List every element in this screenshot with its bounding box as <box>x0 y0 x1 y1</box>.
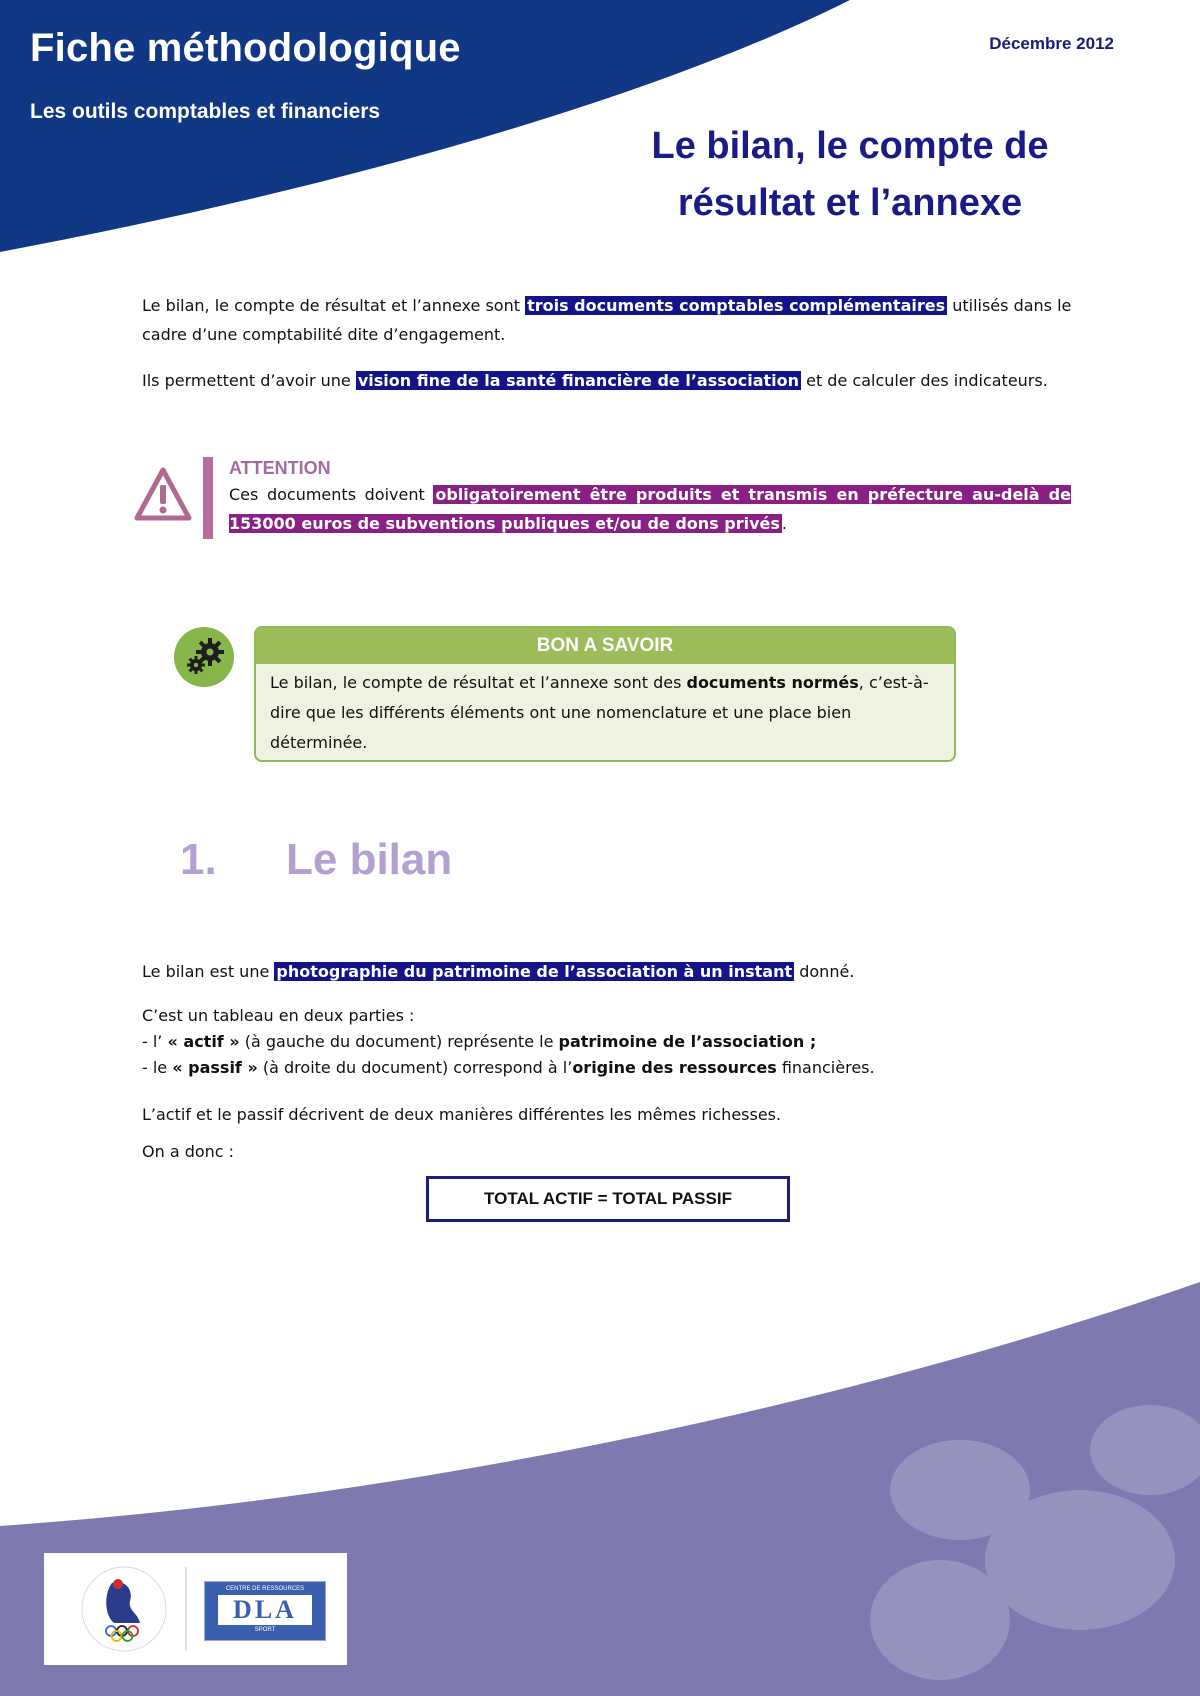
document-title-line2: résultat et l’annexe <box>677 182 1023 224</box>
bilan-paragraph-2: C’est un tableau en deux parties : - l’ « actif » (à gauche du document) représente le patrimoine de l’association ; - le « passif » (à droite du document) correspond à l’origine des ressources financières. <box>142 1003 1072 1081</box>
intro-paragraph-1: Le bilan, le compte de résultat et l’annexe sont trois documents comptables complémentaires utilisés dans le cadre d’une comptabilité dite d’engagement. <box>142 296 1072 344</box>
partner-logos <box>44 1553 347 1665</box>
equation-box: TOTAL ACTIF = TOTAL PASSIF <box>426 1176 790 1222</box>
document-title <box>560 118 1140 232</box>
section-number: 1. <box>180 835 217 884</box>
actif-line: - l’ « actif » (à gauche du document) représente le patrimoine de l’association ; <box>142 1032 817 1051</box>
attention-text: Ces documents doivent obligatoirement être produits et transmis en préfecture au-delà de 153000 euros de subventions publiques et/ou de dons privés . <box>229 485 1071 533</box>
bon-a-savoir-title: BON A SAVOIR <box>256 628 954 664</box>
passif-line: - le « passif » (à droite du document) correspond à l’origine des ressources financières. <box>142 1058 875 1077</box>
attention-title: ATTENTION <box>229 458 331 478</box>
attention-bar <box>203 457 213 539</box>
highlight-complementary-documents: trois documents comptables complémentaires <box>527 296 946 315</box>
document-title-line1: Le bilan, le compte de <box>651 125 1049 167</box>
bilan-paragraph-3: L’actif et le passif décrivent de deux manières différentes les mêmes richesses. <box>142 1105 782 1124</box>
section-title: Le bilan <box>286 835 453 884</box>
dla-logo: CENTRE DE RESSOURCES DLA SPORT <box>204 1581 326 1641</box>
intro-paragraph-2: Ils permettent d’avoir une vision fine de la santé financière de l’association et de calculer des indicateurs. <box>142 371 1048 390</box>
cnosf-logo-text <box>164 1564 166 1566</box>
highlight-patrimoine-photo: photographie du patrimoine de l’association à un instant <box>276 962 793 981</box>
bon-a-savoir-box <box>254 626 956 762</box>
bilan-paragraph-4: On a donc : <box>142 1142 235 1161</box>
highlight-obligation: obligatoirement être produits et transmis en préfecture au-delà de 153000 euros de subventions publiques et/ou de dons privés <box>229 485 1071 533</box>
bilan-paragraph-1: Le bilan est une photographie du patrimoine de l’association à un instant donné. <box>142 962 855 981</box>
warning-triangle-icon <box>133 466 193 522</box>
header-subtitle: Les outils comptables et financiers <box>30 100 381 123</box>
bon-a-savoir-text: Le bilan, le compte de résultat et l’annexe sont des documents normés, c’est-à-dire que les différents éléments ont une nomenclature et une place bien déterminée. <box>270 673 929 752</box>
header-title: Fiche méthodologique <box>30 26 461 70</box>
gears-icon <box>174 627 234 687</box>
highlight-financial-health: vision fine de la santé financière de l’association <box>357 371 800 390</box>
header-date: Décembre 2012 <box>989 34 1114 53</box>
